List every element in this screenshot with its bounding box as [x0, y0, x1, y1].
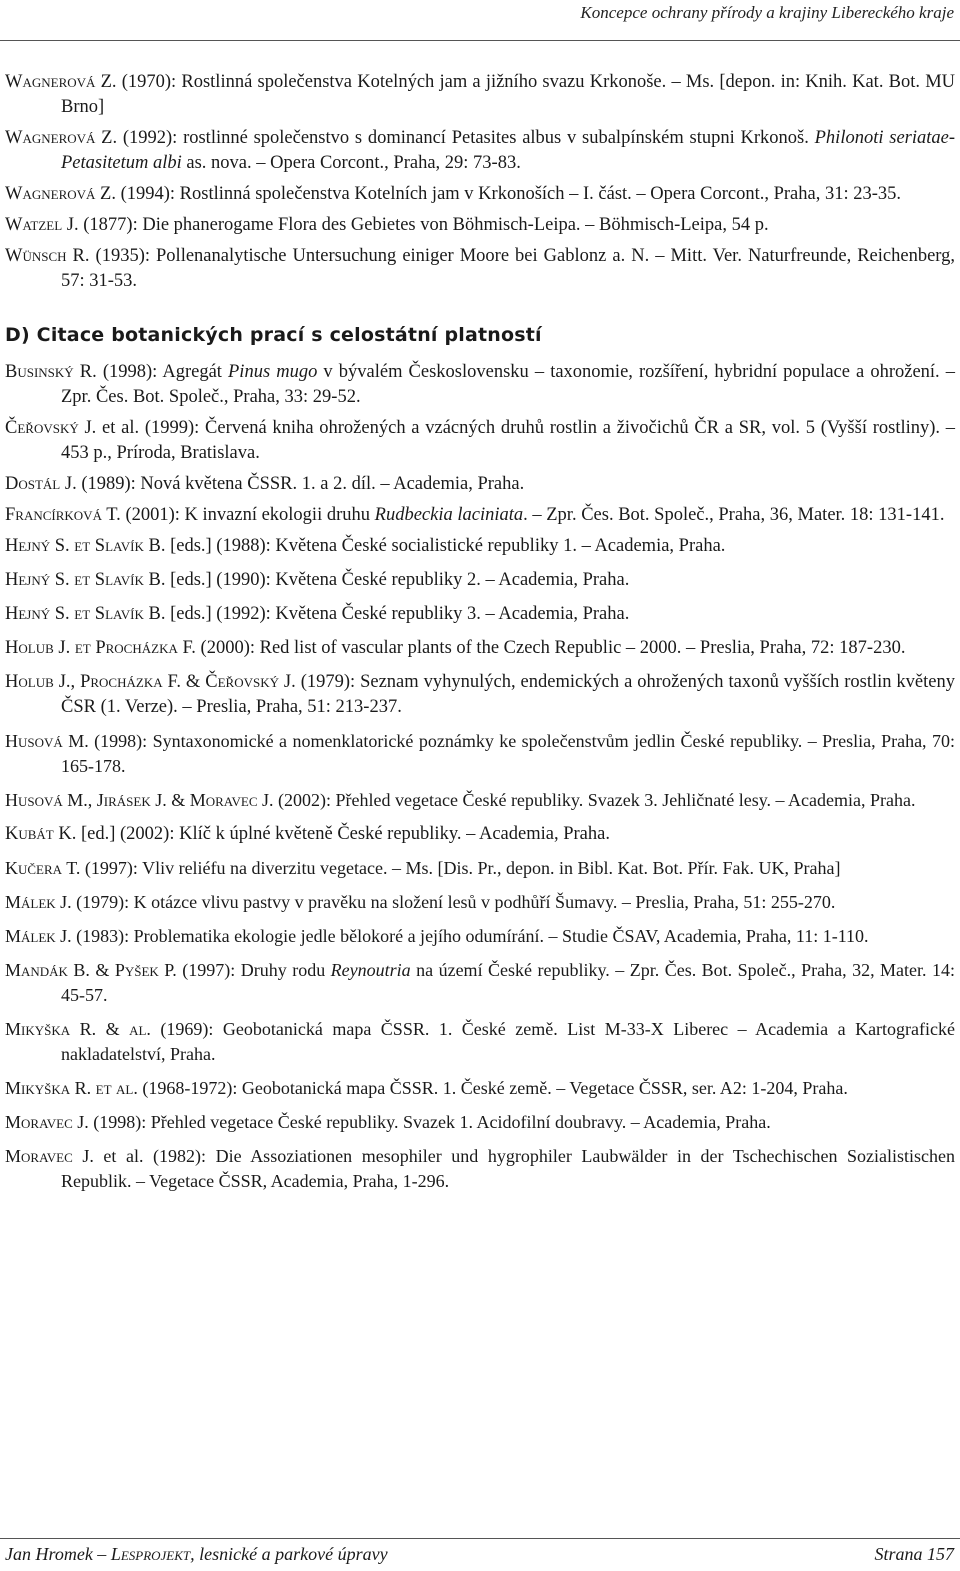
- reference-author: Hejný S. et Slavík B.: [5, 570, 166, 590]
- reference-text: (1935): Pollenanalytische Untersuchung einiger Moore bei Gablonz a. N. – Mitt. Ver. Naturfreunde, Reichenberg, 57: 31-53.: [61, 246, 955, 291]
- reference-entry: [5, 788, 955, 813]
- reference-entry: [5, 924, 955, 949]
- reference-author: Wagnerová Z.: [5, 184, 116, 204]
- reference-text: et al. (1999): Červená kniha ohrožených a vzácných druhů rostlin a živočichů ČR a SR, vol. 5 (Vyšší rostliny). – 453 p., Príroda, Bratislava.: [61, 418, 956, 463]
- reference-author: Wagnerová Z.: [5, 72, 117, 92]
- reference-entry: [5, 856, 955, 881]
- reference-text: (1994): Rostlinná společenstva Kotelních jam v Krkonoších – I. část. – Opera Corcont., Praha, 31: 23-35.: [115, 184, 902, 204]
- reference-entry: [5, 1076, 955, 1101]
- reference-author: Francírková T.: [5, 505, 121, 525]
- reference-author: Watzel J.: [5, 215, 79, 235]
- reference-author: Holub J. et Procházka F.: [5, 638, 196, 658]
- reference-taxon: Rudbeckia laciniata: [374, 505, 524, 525]
- reference-author: Moravec J.: [5, 1146, 94, 1166]
- reference-text: na území České republiky. – Zpr. Čes. Bot. Společ., Praha, 32, Mater. 14: 45-57.: [61, 960, 955, 1005]
- footer-company: Lesprojekt: [110, 1544, 191, 1564]
- reference-entry: [5, 416, 955, 466]
- reference-author: Mikyška R. et al.: [5, 1078, 138, 1098]
- reference-text: (1997): Druhy rodu: [176, 960, 331, 980]
- reference-author: Holub J., Procházka F. & Čeřovský J.: [5, 672, 296, 692]
- reference-text: v bývalém Československu – taxonomie, rozšíření, hybridní populace a ohrožení. – Zpr. Čes. Bot. Společ., Praha, 33: 29-52.: [61, 362, 956, 407]
- reference-entry: [5, 822, 955, 847]
- reference-text: (1997): Vliv reliéfu na diverzitu vegetace. – Ms. [Dis. Pr., depon. in Bibl. Kat. Bot. Přír. Fak. UK, Praha]: [80, 858, 841, 878]
- reference-text: . – Zpr. Čes. Bot. Společ., Praha, 36, Mater. 18: 131-141.: [523, 505, 945, 525]
- reference-entry: [5, 890, 955, 915]
- reference-author: Mikyška R. & al.: [5, 1019, 151, 1039]
- reference-entry: [5, 503, 955, 528]
- section-heading: D) Citace botanických prací s celostátní platností: [5, 324, 542, 346]
- reference-author: Hejný S. et Slavík B.: [5, 604, 166, 624]
- reference-text: [ed.] (2002): Klíč k úplné květeně České republiky. – Academia, Praha.: [76, 824, 610, 844]
- reference-entry: [5, 636, 955, 661]
- reference-entry: [5, 360, 955, 410]
- reference-entry: [5, 70, 955, 120]
- reference-text: (1979): K otázce vlivu pastvy v pravěku na složení lesů v podhůří Šumavy. – Preslia, Praha, 51: 255-270.: [71, 892, 836, 912]
- reference-entry: [5, 534, 955, 559]
- reference-text: (1968-1972): Geobotanická mapa ČSSR. 1. České země. – Vegetace ČSSR, ser. A2: 1-204, Praha.: [137, 1078, 848, 1098]
- reference-author: Málek J.: [5, 926, 72, 946]
- reference-author: Málek J.: [5, 892, 72, 912]
- reference-author: Mandák B. & Pyšek P.: [5, 960, 177, 980]
- reference-text: as. nova. – Opera Corcont., Praha, 29: 73-83.: [181, 153, 521, 173]
- reference-entry: [5, 1110, 955, 1135]
- reference-author: Moravec J.: [5, 1112, 89, 1132]
- reference-entry: [5, 244, 955, 294]
- footer-author: [5, 1544, 388, 1565]
- reference-text: (1992): rostlinné společenstvo s dominancí Petasites albus v subalpínském stupni Krkonoš.: [117, 128, 815, 148]
- footer-name: Jan Hromek –: [5, 1544, 111, 1564]
- reference-entry: [5, 126, 955, 176]
- reference-entry: [5, 472, 955, 497]
- reference-entry: [5, 182, 955, 207]
- reference-author: Čeřovský J.: [5, 418, 97, 438]
- reference-taxon: Philonoti seriatae-Petasitetum albi: [61, 128, 956, 173]
- reference-list: [5, 70, 955, 1203]
- header-rule: [0, 40, 960, 41]
- reference-author: Kubát K.: [5, 824, 77, 844]
- reference-entry: [5, 670, 955, 720]
- reference-author: Wagnerová Z.: [5, 128, 118, 148]
- reference-entry: [5, 1017, 955, 1067]
- reference-author: Husová M., Jirásek J. & Moravec J.: [5, 790, 274, 810]
- reference-text: (1970): Rostlinná společenstva Kotelných jam a jižního svazu Krkonoše. – Ms. [depon. in: Knih. Kat. Bot. MU Brno]: [61, 72, 956, 117]
- reference-text: [eds.] (1990): Květena České republiky 2. – Academia, Praha.: [165, 570, 630, 590]
- reference-author: Businský R.: [5, 362, 97, 382]
- reference-text: (1998): Syntaxonomické a nomenklatorické poznámky ke společenstvům jedlin České republiky. – Preslia, Praha, 70: 165-178.: [61, 731, 955, 776]
- reference-text: (1969): Geobotanická mapa ČSSR. 1. České země. List M-33-X Liberec – Academia a Kartografické nakladatelství, Praha.: [61, 1019, 956, 1064]
- reference-entry: [5, 1144, 955, 1194]
- reference-author: Hejný S. et Slavík B.: [5, 536, 166, 556]
- footer-rule: [0, 1538, 960, 1539]
- running-header: Koncepce ochrany přírody a krajiny Libereckého kraje: [580, 3, 954, 22]
- footer-company-desc: , lesnické a parkové úpravy: [190, 1544, 388, 1564]
- reference-entry: [5, 729, 955, 779]
- reference-text: (1989): Nová květena ČSSR. 1. a 2. díl. – Academia, Praha.: [76, 474, 525, 494]
- reference-author: Dostál J.: [5, 474, 77, 494]
- reference-text: et al. (1982): Die Assoziationen mesophiler und hygrophiler Laubwälder in der Tschechischen Sozialistischen Republik. – Vegetace ČSSR, Academia, Praha, 1-296.: [61, 1146, 956, 1191]
- reference-author: Wünsch R.: [5, 246, 90, 266]
- reference-entry: [5, 958, 955, 1008]
- reference-text: (1998): Agregát: [96, 362, 228, 382]
- reference-entry: [5, 213, 955, 238]
- reference-text: (2000): Red list of vascular plants of the Czech Republic – 2000. – Preslia, Praha, 72: 187-230.: [195, 638, 906, 658]
- reference-text: (2001): K invazní ekologii druhu: [120, 505, 375, 525]
- reference-text: (1877): Die phanerogame Flora des Gebietes von Böhmisch-Leipa. – Böhmisch-Leipa, 54 p.: [78, 215, 769, 235]
- reference-text: (1998): Přehled vegetace České republiky. Svazek 1. Acidofilní doubravy. – Academia, Praha.: [88, 1112, 771, 1132]
- reference-text: (1983): Problematika ekologie jedle bělokoré a jejího odumírání. – Studie ČSAV, Academia, Praha, 11: 1-110.: [71, 926, 869, 946]
- reference-text: [eds.] (1988): Květena České socialistické republiky 1. – Academia, Praha.: [165, 536, 726, 556]
- reference-author: Kučera T.: [5, 858, 81, 878]
- reference-taxon: Pinus mugo: [228, 362, 318, 382]
- page-number: Strana 157: [874, 1544, 954, 1564]
- reference-text: [eds.] (1992): Květena České republiky 3. – Academia, Praha.: [165, 604, 630, 624]
- reference-taxon: Reynoutria: [330, 960, 411, 980]
- reference-text: (1979): Seznam vyhynulých, endemických a ohrožených taxonů vyšších rostlin květeny ČSR (1. Verze). – Preslia, Praha, 51: 213-237.: [61, 672, 955, 717]
- reference-entry: [5, 602, 955, 627]
- reference-author: Husová M.: [5, 731, 89, 751]
- reference-entry: [5, 568, 955, 593]
- reference-text: (2002): Přehled vegetace České republiky. Svazek 3. Jehličnaté lesy. – Academia, Praha.: [273, 790, 916, 810]
